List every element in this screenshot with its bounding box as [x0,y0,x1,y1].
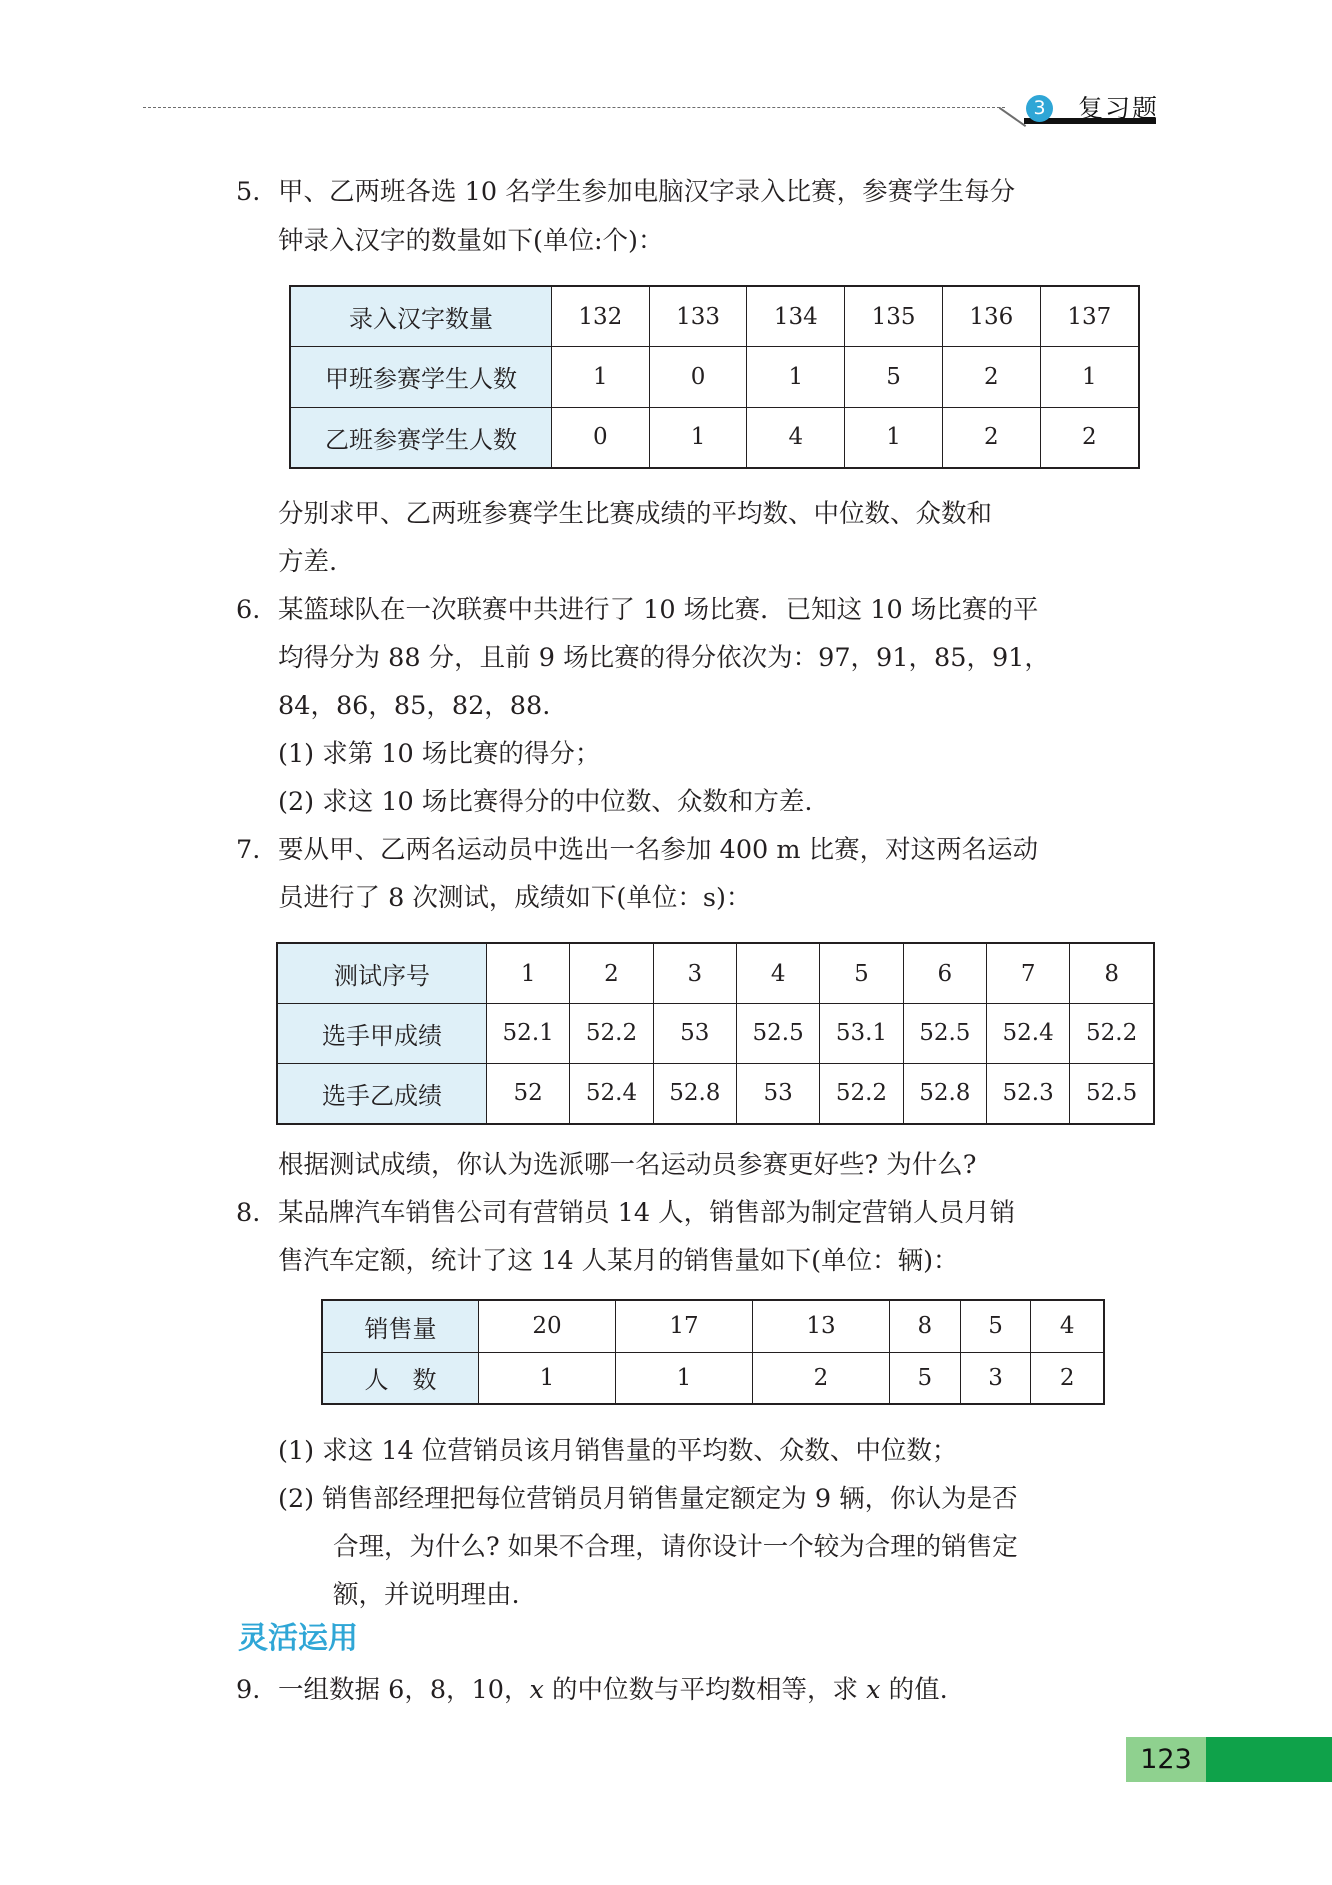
q6-line3: 84，86，85，82，88. [278,691,551,721]
table-header-cell: 测试序号 [277,943,487,1004]
table-cell: 1 [487,943,570,1004]
table-cell: 52 [487,1063,570,1124]
q7-after: 根据测试成绩，你认为选派哪一名运动员参赛更好些? 为什么? [278,1150,977,1180]
table-row [277,943,1154,1004]
table-cell: 132 [552,286,650,347]
q8-line2: 售汽车定额，统计了这 14 人某月的销售量如下(单位：辆)： [278,1246,959,1276]
q7-line2: 员进行了 8 次测试，成绩如下(单位：s)： [278,883,752,913]
table-cell: 2 [942,347,1040,407]
q5-after-line2: 方差. [278,547,338,577]
table-row [290,286,1139,347]
table-cell: 52.2 [1070,1004,1154,1064]
table-cell: 53 [653,1004,736,1064]
table-cell: 137 [1040,286,1139,347]
table-cell: 4 [736,943,819,1004]
table-cell: 3 [653,943,736,1004]
q9-variable: x [529,1675,544,1705]
q6-line2: 均得分为 88 分，且前 9 场比赛的得分依次为：97，91，85，91， [278,643,1050,673]
q8-number: 8. [236,1198,261,1228]
q5-table [289,285,1140,469]
table-cell: 52.4 [986,1004,1069,1064]
table-cell: 1 [1040,347,1139,407]
table-row [290,347,1139,407]
table-cell: 135 [845,286,943,347]
q9-text-b: 的中位数与平均数相等，求 [543,1675,867,1705]
table-row [322,1300,1104,1352]
table-cell: 136 [942,286,1040,347]
table-cell: 2 [1031,1352,1104,1404]
header-dashed-rule [143,107,1005,108]
q7-table [276,942,1155,1125]
table-cell: 133 [649,286,747,347]
table-cell: 1 [747,347,845,407]
table-header-cell: 人 数 [322,1352,479,1404]
q8-sub2-line3: 额，并说明理由. [333,1580,520,1610]
table-cell: 53 [736,1063,819,1124]
q7-number: 7. [236,835,261,865]
table-row [277,1004,1154,1064]
table-cell: 1 [845,407,943,468]
table-row [290,407,1139,468]
q9-text-a: 一组数据 6，8，10， [278,1675,530,1705]
q5-after-line1: 分别求甲、乙两班参赛学生比赛成绩的平均数、中位数、众数和 [278,499,993,529]
q8-table [321,1299,1105,1405]
table-cell: 52.2 [570,1004,653,1064]
table-cell: 52.5 [1070,1063,1154,1124]
table-cell: 1 [649,407,747,468]
table-cell: 5 [889,1352,960,1404]
q5-number: 5. [236,177,261,207]
table-cell: 0 [552,407,650,468]
q6-sub2: (2) 求这 10 场比赛得分的中位数、众数和方差. [278,787,813,817]
page-tab-decoration [1206,1737,1332,1782]
q9-text [278,1671,948,1709]
table-header-cell: 录入汉字数量 [290,286,552,347]
table-cell: 52.4 [570,1063,653,1124]
q8-sub1: (1) 求这 14 位营销员该月销售量的平均数、众数、中位数； [278,1436,958,1466]
table-row [322,1352,1104,1404]
table-cell: 5 [960,1300,1031,1352]
table-cell: 4 [747,407,845,468]
q5-line1: 甲、乙两班各选 10 名学生参加电脑汉字录入比赛，参赛学生每分 [278,177,1016,207]
table-cell: 0 [649,347,747,407]
section-title: 灵活运用 [238,1621,358,1656]
table-cell: 8 [889,1300,960,1352]
q9-variable: x [866,1675,881,1705]
table-cell: 53.1 [820,1004,903,1064]
q9-text-c: 的值. [880,1675,948,1705]
chapter-title: 复习题 [1078,94,1160,123]
table-cell: 5 [845,347,943,407]
page-number: 123 [1126,1737,1206,1782]
table-row [277,1063,1154,1124]
table-cell: 134 [747,286,845,347]
table-cell: 52.1 [487,1004,570,1064]
q7-line1: 要从甲、乙两名运动员中选出一名参加 400 m 比赛，对这两名运动 [278,835,1039,865]
table-header-cell: 乙班参赛学生人数 [290,407,552,468]
q8-sub2-line2: 合理，为什么? 如果不合理，请你设计一个较为合理的销售定 [333,1532,1018,1562]
table-header-cell: 选手乙成绩 [277,1063,487,1124]
table-header-cell: 销售量 [322,1300,479,1352]
table-cell: 6 [903,943,986,1004]
table-cell: 52.5 [736,1004,819,1064]
q8-sub2-line1: (2) 销售部经理把每位营销员月销售量定额定为 9 辆，你认为是否 [278,1484,1018,1514]
table-header-cell: 甲班参赛学生人数 [290,347,552,407]
table-cell: 52.8 [903,1063,986,1124]
table-cell: 20 [479,1300,616,1352]
table-cell: 2 [942,407,1040,468]
table-cell: 2 [570,943,653,1004]
table-cell: 8 [1070,943,1154,1004]
table-cell: 17 [615,1300,752,1352]
table-cell: 1 [615,1352,752,1404]
table-cell: 1 [552,347,650,407]
table-cell: 3 [960,1352,1031,1404]
q6-number: 6. [236,595,261,625]
table-cell: 13 [752,1300,889,1352]
table-cell: 2 [1040,407,1139,468]
table-cell: 52.2 [820,1063,903,1124]
table-cell: 1 [479,1352,616,1404]
q6-sub1: (1) 求第 10 场比赛的得分； [278,739,601,769]
header-slant-rule [999,107,1026,127]
q5-line2: 钟录入汉字的数量如下(单位:个)： [278,226,664,256]
table-cell: 7 [986,943,1069,1004]
q6-line1: 某篮球队在一次联赛中共进行了 10 场比赛．已知这 10 场比赛的平 [278,595,1039,625]
table-cell: 52.5 [903,1004,986,1064]
table-cell: 2 [752,1352,889,1404]
table-cell: 52.8 [653,1063,736,1124]
chapter-number-badge: 3 [1026,95,1053,122]
table-header-cell: 选手甲成绩 [277,1004,487,1064]
table-cell: 52.3 [986,1063,1069,1124]
table-cell: 4 [1031,1300,1104,1352]
q9-number: 9. [236,1675,261,1705]
q8-line1: 某品牌汽车销售公司有营销员 14 人，销售部为制定营销人员月销 [278,1198,1016,1228]
table-cell: 5 [820,943,903,1004]
